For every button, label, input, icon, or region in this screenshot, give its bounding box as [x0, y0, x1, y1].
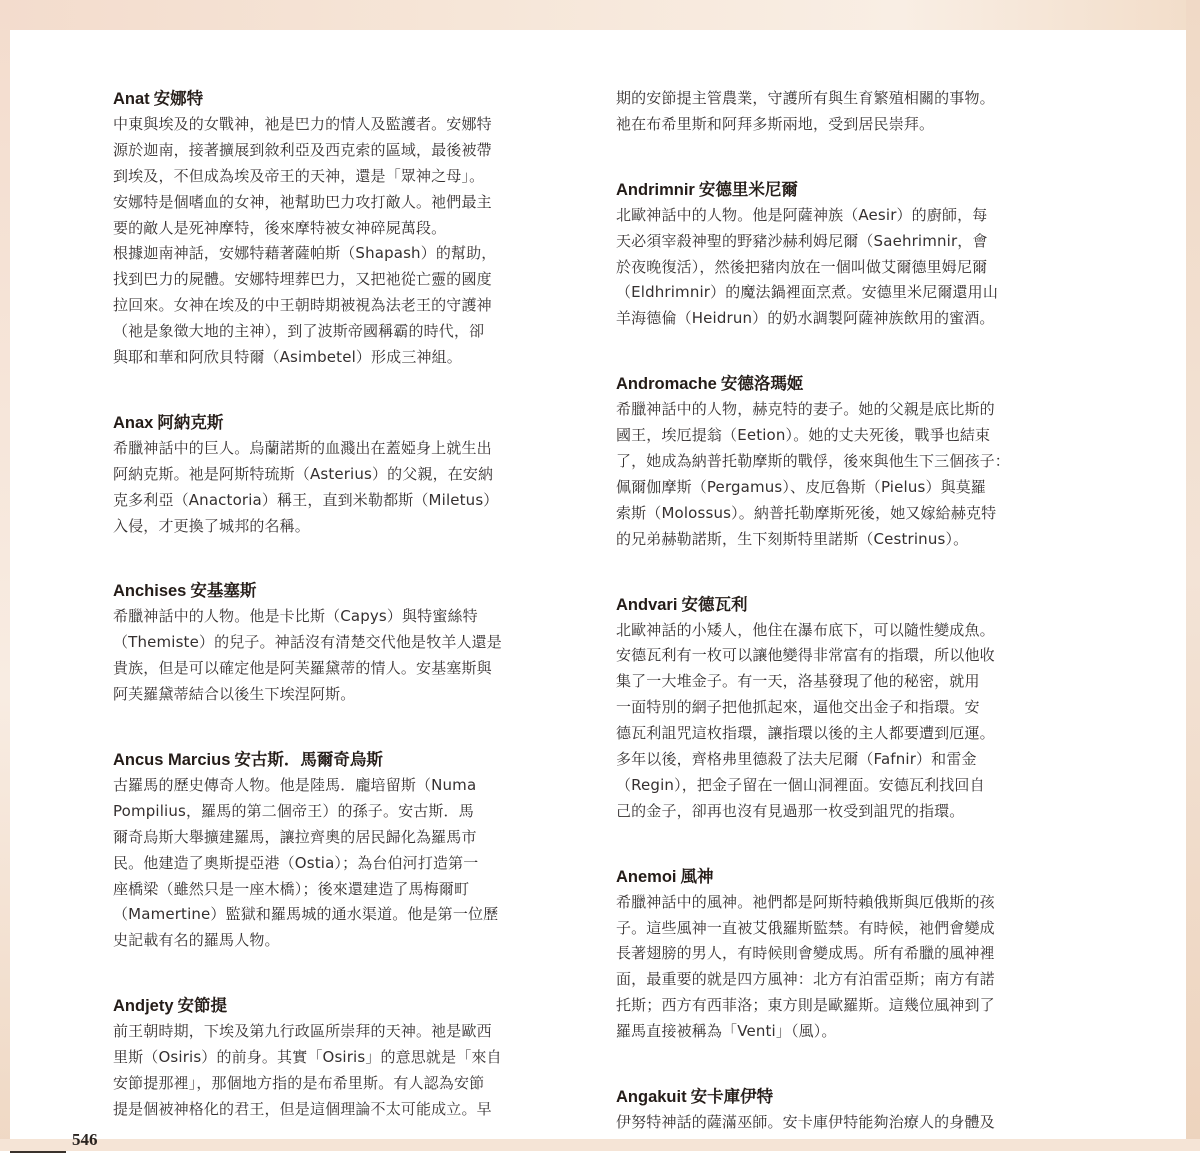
entry-text-line: 索斯（Molossus）。納普托勒摩斯死後，她又嫁給赫克特: [616, 503, 997, 522]
entry-name-english: Andromache: [616, 375, 717, 394]
entry-text-line: 面，最重要的就是四方風神：北方有泊雷亞斯；南方有諾: [616, 970, 995, 989]
entry-text-line: 找到巴力的屍體。安娜特埋葬巴力，又把祂從亡靈的國度: [113, 270, 492, 289]
entry-text-line: 佩爾伽摩斯（Pergamus）、皮厄魯斯（Pielus）與莫羅: [616, 477, 987, 496]
entry-text-line: 源於迦南，接著擴展到敘利亞及西克索的區域，最後被帶: [113, 140, 492, 159]
entry-text-line: 希臘神話中的人物，赫克特的妻子。她的父親是底比斯的: [616, 400, 995, 419]
entry-heading: [616, 371, 1076, 397]
entry-name-english: Andvari: [616, 595, 678, 614]
entry-name-english: Anchises: [113, 582, 187, 601]
glossary-entry: [113, 993, 573, 1123]
entry-text-line: 己的金子，卻再也沒有見過那一枚受到詛咒的指環。: [616, 801, 965, 820]
entry-name-chinese: 安德里米尼爾: [698, 180, 798, 199]
entry-text-line: 子。這些風神一直被艾俄羅斯監禁。有時候，祂們會變成: [616, 918, 995, 937]
entry-text-line: 伊努特神話的薩滿巫師。安卡庫伊特能夠治療人的身體及: [616, 1113, 995, 1132]
entry-text-line: 入侵，才更換了城邦的名稱。: [113, 516, 310, 535]
glossary-entry: [616, 1084, 1076, 1136]
footer-rule: [10, 1151, 66, 1153]
entry-text-line: 了，她成為納普托勒摩斯的戰俘，後來與他生下三個孩子：: [616, 452, 1010, 471]
entry-text-line: 阿芙羅黛蒂結合以後生下埃涅阿斯。: [113, 685, 356, 704]
entry-text-line: 北歐神話的小矮人，他住在瀑布底下，可以隨性變成魚。: [616, 620, 995, 639]
page-edge-left: [0, 0, 10, 1151]
book-page: [10, 30, 1186, 1149]
entry-text-line: 一面特別的網子把他抓起來，逼他交出金子和指環。安: [616, 698, 980, 717]
entry-name-english: Anat: [113, 90, 150, 108]
entry-heading: [113, 993, 573, 1019]
entry-name-chinese: 阿納克斯: [157, 413, 224, 432]
glossary-entry: [113, 747, 573, 954]
entry-name-english: Andrimnir: [616, 180, 695, 199]
entry-text-line: 國王，埃厄提翁（Eetion）。她的丈夫死後，戰爭也結束: [616, 426, 991, 445]
entry-heading: [113, 578, 573, 604]
right-column: [616, 86, 1076, 1175]
entry-text-line: 希臘神話中的人物。他是卡比斯（Capys）與特蜜絲特: [113, 607, 478, 626]
entry-heading: [616, 177, 1076, 203]
entry-name-chinese: 安古斯．馬爾奇烏斯: [234, 751, 383, 770]
entry-text-line: 爾奇烏斯大舉擴建羅馬，讓拉齊奧的居民歸化為羅馬市: [113, 827, 477, 846]
entry-name-chinese: 安節提: [177, 997, 228, 1016]
entry-text-line: 安德瓦利有一枚可以讓他變得非常富有的指環，所以他收: [616, 646, 995, 665]
entry-text-line: 希臘神話中的巨人。烏蘭諾斯的血濺出在蓋婭身上就生出: [113, 438, 492, 457]
entry-text-line: 提是個被神格化的君王，但是這個理論不太可能成立。早: [113, 1099, 492, 1118]
entry-text-line: （祂是象徵大地的主神），到了波斯帝國稱霸的時代，卻: [113, 322, 485, 341]
entry-text-line: Pompilius，羅馬的第二個帝王）的孫子。安古斯．馬: [113, 801, 474, 820]
page-edge-right: [1186, 0, 1200, 1151]
entry-text-line: 安節提那裡」，那個地方指的是布希里斯。有人認為安節: [113, 1074, 485, 1093]
entry-text-line: 到埃及，不但成為埃及帝王的天神，還是「眾神之母」。: [113, 166, 485, 185]
entry-heading: [616, 592, 1076, 618]
entry-text-line: 里斯（Osiris）的前身。其實「Osiris」的意思就是「來自: [113, 1048, 502, 1067]
entry-text-line: 羊海德倫（Heidrun）的奶水調製阿薩神族飲用的蜜酒。: [616, 309, 995, 328]
entry-text-line: 拉回來。女神在埃及的中王朝時期被視為法老王的守護神: [113, 296, 492, 315]
entry-text-line: 前王朝時期，下埃及第九行政區所崇拜的天神。祂是歐西: [113, 1022, 492, 1041]
entry-text-line: （Eldhrimnir）的魔法鍋裡面烹煮。安德里米尼爾還用山: [616, 283, 998, 302]
entry-name-english: Anax: [113, 413, 154, 432]
glossary-entry: [616, 177, 1076, 332]
page-number: 546: [72, 1130, 98, 1149]
entry-text-line: 安娜特是個嗜血的女神，祂幫助巴力攻打敵人。祂們最主: [113, 192, 492, 211]
entry-name-chinese: 安娜特: [153, 90, 204, 108]
glossary-entry: [616, 592, 1076, 825]
entry-text-line: 天必須宰殺神聖的野豬沙赫利姆尼爾（Saehrimnir，會: [616, 231, 988, 250]
glossary-entry: [113, 410, 573, 540]
page-edge-top: [0, 0, 1200, 30]
entry-text-line: 與耶和華和阿欣貝特爾（Asimbetel）形成三神組。: [113, 348, 462, 367]
entry-text-line: 於夜晚復活），然後把豬肉放在一個叫做艾爾德里姆尼爾: [616, 257, 988, 276]
entry-text-line: 克多利亞（Anactoria）稱王，直到米勒都斯（Miletus）: [113, 490, 499, 509]
entry-name-english: Andjety: [113, 997, 174, 1016]
entry-name-english: Anemoi: [616, 867, 677, 886]
entry-text-line: 史記載有名的羅馬人物。: [113, 931, 280, 950]
entry-text-line: 北歐神話中的人物。他是阿薩神族（Aesir）的廚師，每: [616, 205, 988, 224]
entry-text-line: 貴族，但是可以確定他是阿芙羅黛蒂的情人。安基塞斯與: [113, 659, 492, 678]
entry-text-line: 多年以後，齊格弗里德殺了法夫尼爾（Fafnir）和雷金: [616, 750, 977, 769]
left-column: [113, 86, 573, 1162]
entry-heading: [113, 410, 573, 436]
entry-text-line: 希臘神話中的風神。祂們都是阿斯特賴俄斯與厄俄斯的孩: [616, 892, 995, 911]
continued-entry: [616, 86, 1076, 138]
entry-name-chinese: 安卡庫伊特: [690, 1088, 774, 1107]
entry-heading: [616, 1084, 1076, 1110]
entry-text-line: 德瓦利詛咒這枚指環，讓指環以後的主人都要遭到厄運。: [616, 724, 995, 743]
entry-text-line: 根據迦南神話，安娜特藉著薩帕斯（Shapash）的幫助，: [113, 244, 497, 263]
entry-text-line: 古羅馬的歷史傳奇人物。他是陸馬．龐培留斯（Numa: [113, 776, 477, 795]
entry-name-english: Angakuit: [616, 1088, 687, 1107]
entry-heading: [113, 747, 573, 773]
entry-heading: [616, 864, 1076, 890]
entry-text-line: （Regin），把金子留在一個山洞裡面。安德瓦利找回自: [616, 775, 985, 794]
entry-text-line: 期的安節提主管農業，守護所有與生育繁殖相關的事物。: [616, 89, 995, 107]
entry-heading: [113, 86, 573, 112]
entry-text-line: 民。他建造了奧斯提亞港（Ostia）；為台伯河打造第一: [113, 853, 479, 872]
entry-text-line: 座橋梁（雖然只是一座木橋）；後來還建造了馬梅爾町: [113, 879, 470, 898]
glossary-entry: [113, 578, 573, 708]
entry-name-english: Ancus Marcius: [113, 751, 231, 770]
entry-text-line: 羅馬直接被稱為「Venti」（風）。: [616, 1022, 837, 1041]
entry-name-chinese: 風神: [680, 867, 714, 886]
glossary-entry: [113, 86, 573, 371]
entry-text-line: 長著翅膀的男人，有時候則會變成馬。所有希臘的風神裡: [616, 944, 995, 963]
entry-text-line: （Themiste）的兒子。神話沒有清楚交代他是牧羊人還是: [113, 633, 502, 652]
entry-name-chinese: 安德瓦利: [681, 595, 748, 614]
entry-text-line: 托斯；西方有西菲洛；東方則是歐羅斯。這幾位風神到了: [616, 996, 995, 1015]
entry-text-line: 祂在布希里斯和阿拜多斯兩地，受到居民崇拜。: [616, 114, 935, 133]
entry-text-line: 集了一大堆金子。有一天，洛基發現了他的秘密，就用: [616, 672, 980, 691]
entry-name-chinese: 安基塞斯: [190, 582, 257, 601]
entry-text-line: 中東與埃及的女戰神，祂是巴力的情人及監護者。安娜特: [113, 115, 492, 133]
entry-text-line: 阿納克斯。祂是阿斯特琉斯（Asterius）的父親，在安納: [113, 464, 494, 483]
entry-text-line: （Mamertine）監獄和羅馬城的通水渠道。他是第一位歷: [113, 905, 499, 924]
entry-text-line: 的兄弟赫勒諾斯，生下刻斯特里諾斯（Cestrinus）。: [616, 529, 969, 548]
entry-text-line: 要的敵人是死神摩特，後來摩特被女神碎屍萬段。: [113, 218, 447, 237]
entry-name-chinese: 安德洛瑪姬: [720, 375, 804, 394]
glossary-entry: [616, 864, 1076, 1045]
glossary-entry: [616, 371, 1076, 552]
